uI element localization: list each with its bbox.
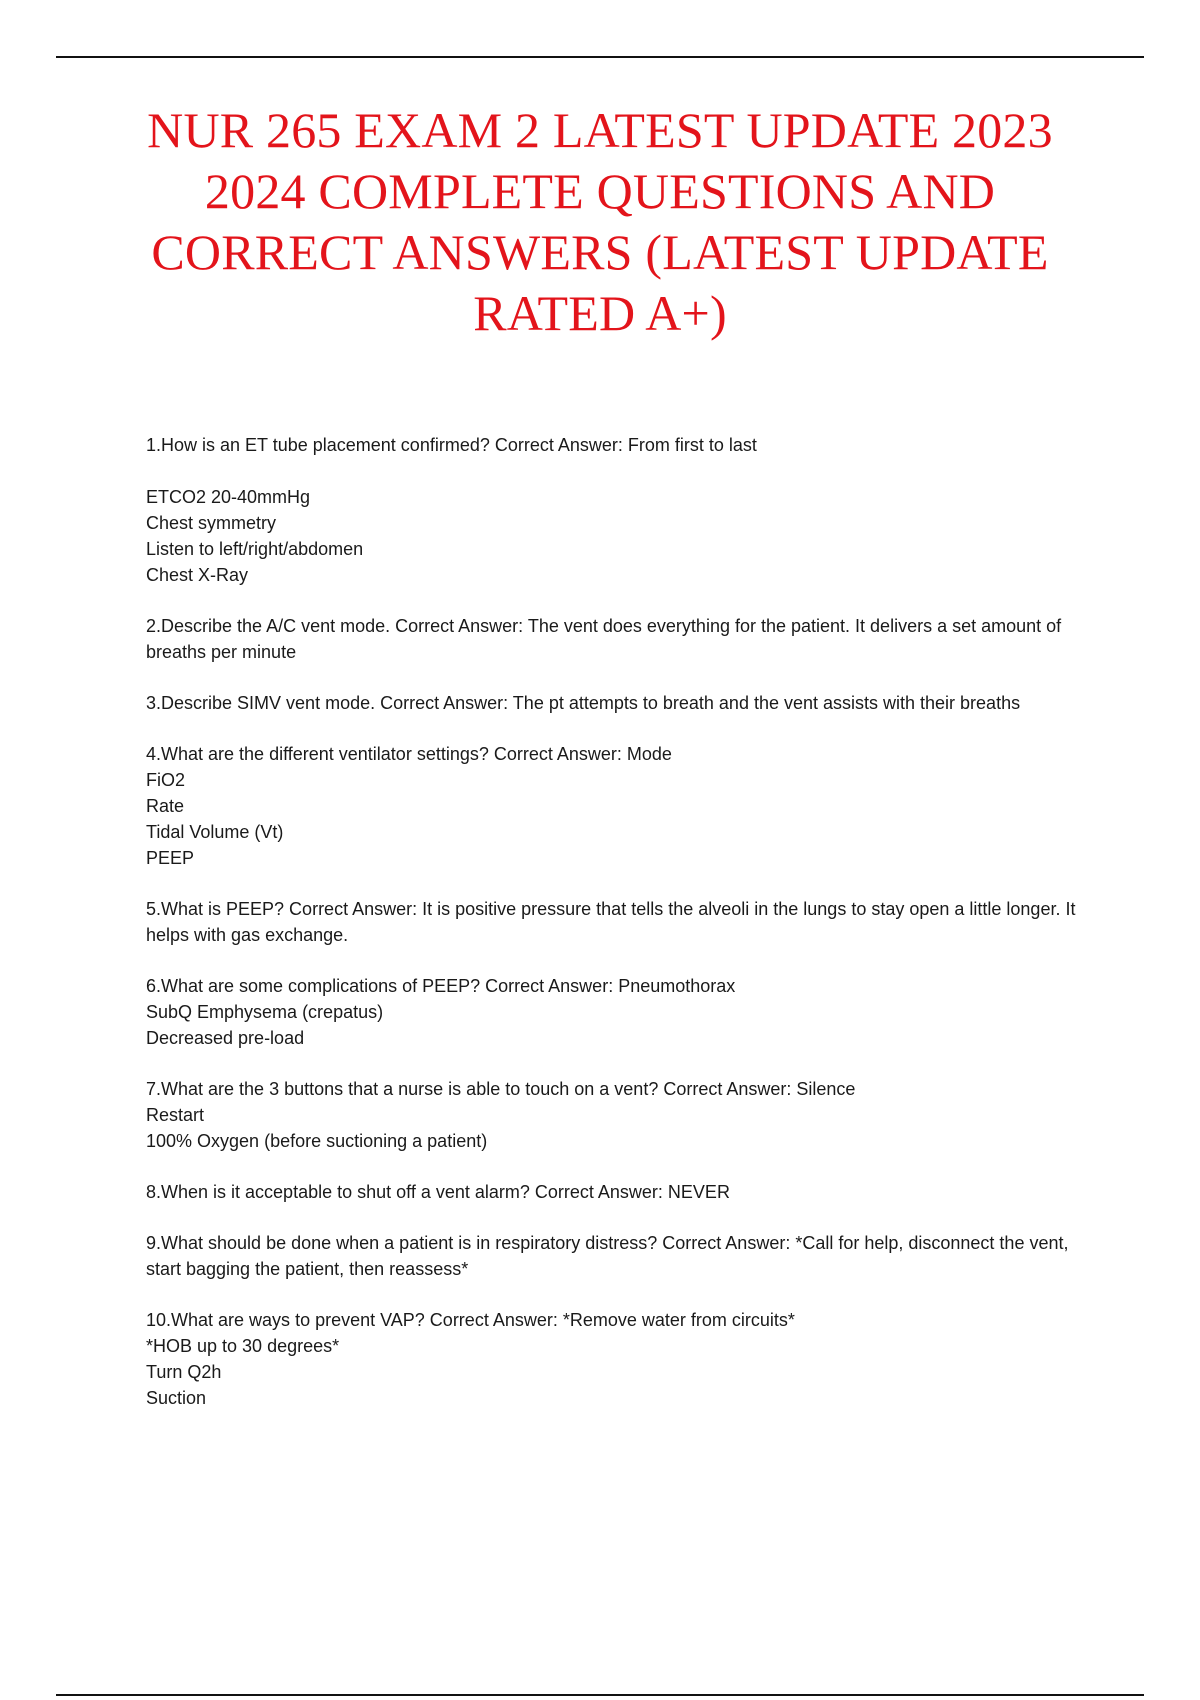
qa-item-2 <box>146 613 1096 665</box>
answer-line: FiO2 <box>146 770 186 790</box>
spacer <box>146 458 1096 484</box>
answer-line: 100% Oxygen (before suctioning a patient) <box>146 1131 488 1151</box>
answer-line: Listen to left/right/abdomen <box>146 539 364 559</box>
question-text: 10.What are ways to prevent VAP? Correct Answer: *Remove water from circuits* <box>146 1310 795 1330</box>
qa-item-1 <box>146 432 1096 588</box>
question-text: 4.What are the different ventilator settings? Correct Answer: Mode <box>146 744 672 764</box>
qa-item-3 <box>146 690 1096 716</box>
qa-item-8 <box>146 1179 1096 1205</box>
qa-item-4 <box>146 741 1096 871</box>
answer-line: PEEP <box>146 848 195 868</box>
question-text: 2.Describe the A/C vent mode. Correct Answer: The vent does everything for the patient. It delivers a set amount of breaths per minute <box>146 616 1062 662</box>
qa-item-10 <box>146 1307 1096 1411</box>
qa-item-7 <box>146 1076 1096 1154</box>
document-title: NUR 265 EXAM 2 LATEST UPDATE 2023 2024 COMPLETE QUESTIONS AND CORRECT ANSWERS (LATEST UPDATE RATED A+) <box>147 102 1053 341</box>
qa-item-9 <box>146 1230 1096 1282</box>
question-text: 5.What is PEEP? Correct Answer: It is positive pressure that tells the alveoli in the lungs to stay open a little longer. It helps with gas exchange. <box>146 899 1076 945</box>
question-text: 8.When is it acceptable to shut off a vent alarm? Correct Answer: NEVER <box>146 1182 730 1202</box>
qa-item-6 <box>146 973 1096 1051</box>
question-text: 6.What are some complications of PEEP? Correct Answer: Pneumothorax <box>146 976 736 996</box>
answer-line: Tidal Volume (Vt) <box>146 822 284 842</box>
answer-line: Restart <box>146 1105 205 1125</box>
question-text: 1.How is an ET tube placement confirmed? Correct Answer: From first to last <box>146 435 757 455</box>
question-text: 9.What should be done when a patient is in respiratory distress? Correct Answer: *Call for help, disconnect the vent, start bagging the patient, then reassess* <box>146 1233 1069 1279</box>
qa-list <box>146 432 1096 1436</box>
qa-item-5 <box>146 896 1096 948</box>
answer-line: ETCO2 20-40mmHg <box>146 487 311 507</box>
answer-line: Decreased pre-load <box>146 1028 305 1048</box>
bottom-rule <box>56 1694 1144 1696</box>
top-rule <box>56 56 1144 58</box>
question-text: 3.Describe SIMV vent mode. Correct Answer: The pt attempts to breath and the vent assists with their breaths <box>146 693 1021 713</box>
answer-line: Turn Q2h <box>146 1362 222 1382</box>
answer-line: Chest X-Ray <box>146 565 249 585</box>
question-text: 7.What are the 3 buttons that a nurse is able to touch on a vent? Correct Answer: Silence <box>146 1079 856 1099</box>
answer-line: Chest symmetry <box>146 513 277 533</box>
answer-line: *HOB up to 30 degrees* <box>146 1336 340 1356</box>
answer-line: Suction <box>146 1388 207 1408</box>
answer-line: SubQ Emphysema (crepatus) <box>146 1002 384 1022</box>
answer-line: Rate <box>146 796 185 816</box>
